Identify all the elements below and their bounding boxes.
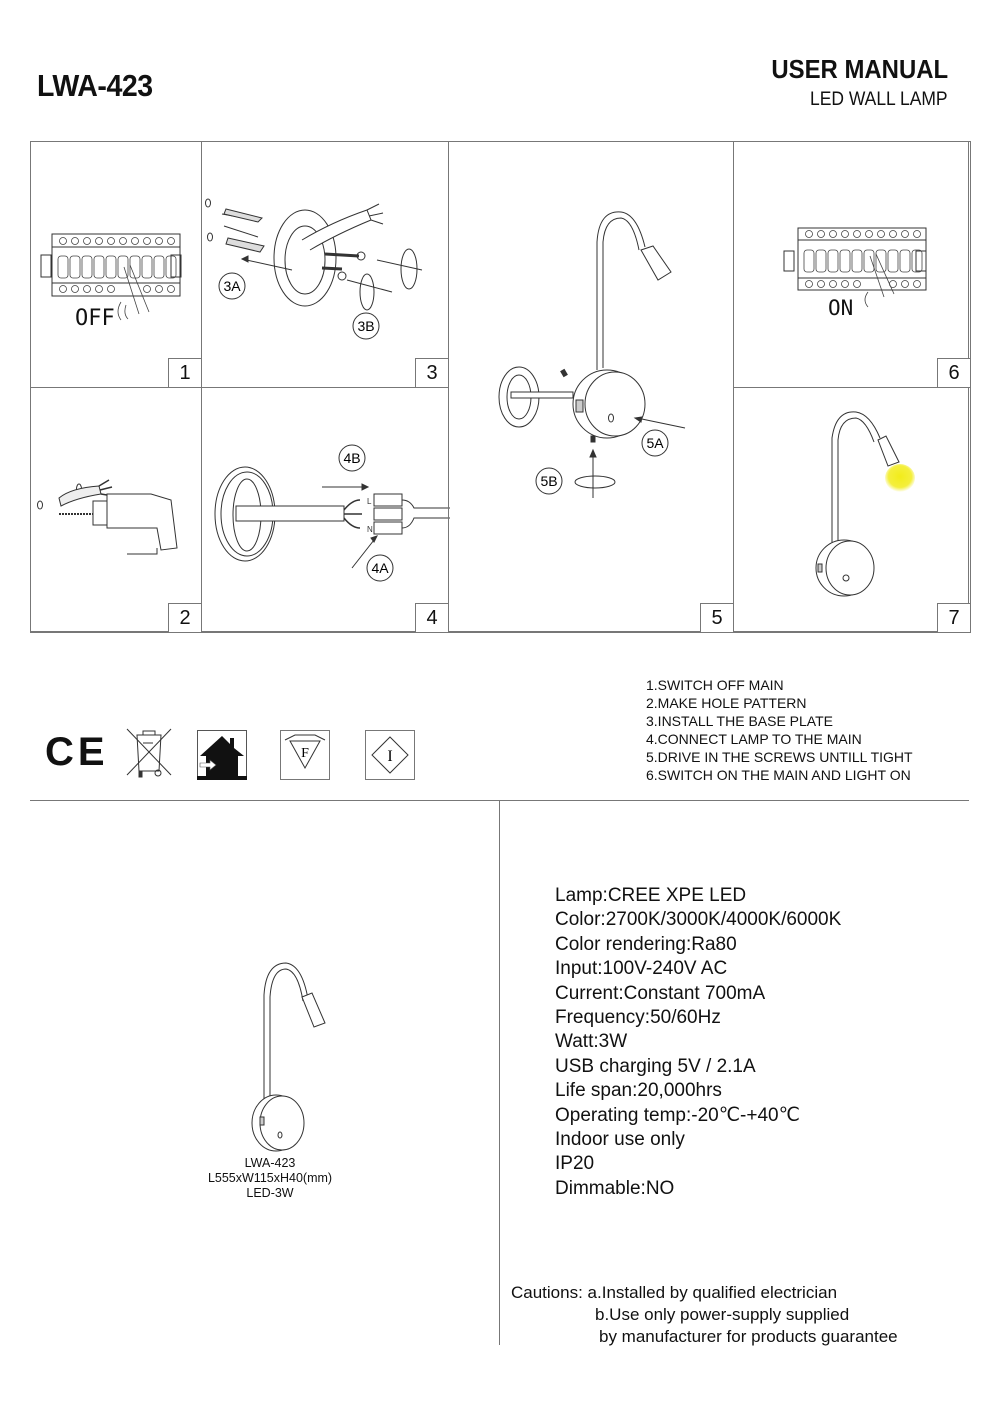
breaker-on-illustration — [734, 142, 972, 389]
panel-number: 4 — [415, 603, 449, 633]
wiring-illustration — [202, 388, 450, 634]
base-plate-illustration — [202, 142, 450, 389]
spec-color: Color:2700K/3000K/4000K/6000K — [555, 909, 842, 931]
svg-text:N: N — [367, 525, 373, 534]
spec-ip-rating: IP20 — [555, 1153, 595, 1175]
panel-1-switch-off — [30, 141, 202, 388]
panel-number: 5 — [700, 603, 734, 633]
panel-2-drill-holes — [30, 387, 202, 633]
spec-dimmable: Dimmable:NO — [555, 1177, 675, 1199]
svg-text:L: L — [367, 497, 372, 506]
indoor-use-icon — [197, 730, 247, 780]
lamp-mount-illustration — [449, 142, 735, 634]
light-beam — [885, 464, 915, 492]
product-model: LWA-423 — [244, 1156, 296, 1170]
lamp-lit-illustration — [734, 388, 972, 634]
panel-number: 1 — [168, 358, 202, 388]
step-item: 3.INSTALL THE BASE PLATE — [646, 713, 833, 729]
panel-3-install-base — [201, 141, 449, 388]
panel-5-mount-lamp — [448, 141, 734, 633]
step-item: 5.DRIVE IN THE SCREWS UNTILL TIGHT — [646, 749, 913, 765]
callout-3b: 3B — [357, 318, 375, 334]
panel-4-connect-wires — [201, 387, 449, 633]
panel-number: 7 — [937, 603, 971, 633]
svg-text:F: F — [301, 746, 309, 761]
on-label: ON — [828, 296, 854, 320]
spec-indoor-use: Indoor use only — [555, 1129, 685, 1151]
spec-input: Input:100V-240V AC — [555, 958, 728, 980]
model-title: LWA-423 — [37, 68, 153, 103]
callout-4a: 4A — [371, 560, 389, 576]
spec-usb-charging: USB charging 5V / 2.1A — [555, 1055, 756, 1077]
spec-operating-temp: Operating temp:-20℃-+40℃ — [555, 1104, 800, 1126]
weee-bin-icon — [125, 727, 173, 779]
spec-life-span: Life span:20,000hrs — [555, 1080, 722, 1102]
spec-color-rendering: Color rendering:Ra80 — [555, 933, 737, 955]
f-mark-icon — [280, 730, 330, 780]
column-divider — [499, 800, 500, 1345]
document-title: USER MANUAL — [771, 54, 948, 84]
step-item: 6.SWITCH ON THE MAIN AND LIGHT ON — [646, 767, 911, 783]
step-item: 1.SWITCH OFF MAIN — [646, 677, 784, 693]
svg-text:I: I — [387, 748, 393, 765]
product-caption — [180, 1156, 360, 1201]
certification-symbols — [45, 727, 425, 782]
panel-7-light-on — [733, 387, 971, 633]
spec-lamp: Lamp:CREE XPE LED — [555, 885, 747, 906]
specifications — [555, 884, 841, 1201]
callout-5a: 5A — [646, 435, 664, 451]
caution-line-3: by manufacturer for products guarantee — [599, 1327, 898, 1346]
spec-current: Current:Constant 700mA — [555, 982, 766, 1004]
caution-line-2: b.Use only power-supply supplied — [595, 1305, 850, 1324]
caution-line-1: Cautions: a.Installed by qualified electrician — [511, 1283, 838, 1302]
callout-5b: 5B — [540, 473, 558, 489]
product-dimensions: L555xW115xH40(mm) — [207, 1171, 333, 1185]
callout-4b: 4B — [343, 450, 361, 466]
spec-watt: Watt:3W — [555, 1031, 628, 1053]
off-label: OFF — [75, 306, 115, 331]
panel-number: 3 — [415, 358, 449, 388]
class-i-icon — [365, 730, 415, 780]
breaker-off-illustration — [31, 142, 203, 389]
panel-6-switch-on — [733, 141, 971, 388]
spec-frequency: Frequency:50/60Hz — [555, 1007, 721, 1029]
ce-mark-icon: CE — [45, 730, 109, 774]
panel-number: 6 — [937, 358, 971, 388]
panel-number: 2 — [168, 603, 202, 633]
drill-illustration — [31, 388, 203, 634]
instruction-grid — [30, 141, 969, 632]
cautions — [511, 1282, 898, 1348]
callout-3a: 3A — [223, 278, 241, 294]
document-subtitle: LED WALL LAMP — [810, 89, 948, 110]
step-item: 4.CONNECT LAMP TO THE MAIN — [646, 731, 862, 747]
product-power: LED-3W — [246, 1186, 294, 1200]
step-item: 2.MAKE HOLE PATTERN — [646, 695, 807, 711]
product-drawing — [230, 955, 350, 1155]
installation-steps — [646, 676, 913, 784]
